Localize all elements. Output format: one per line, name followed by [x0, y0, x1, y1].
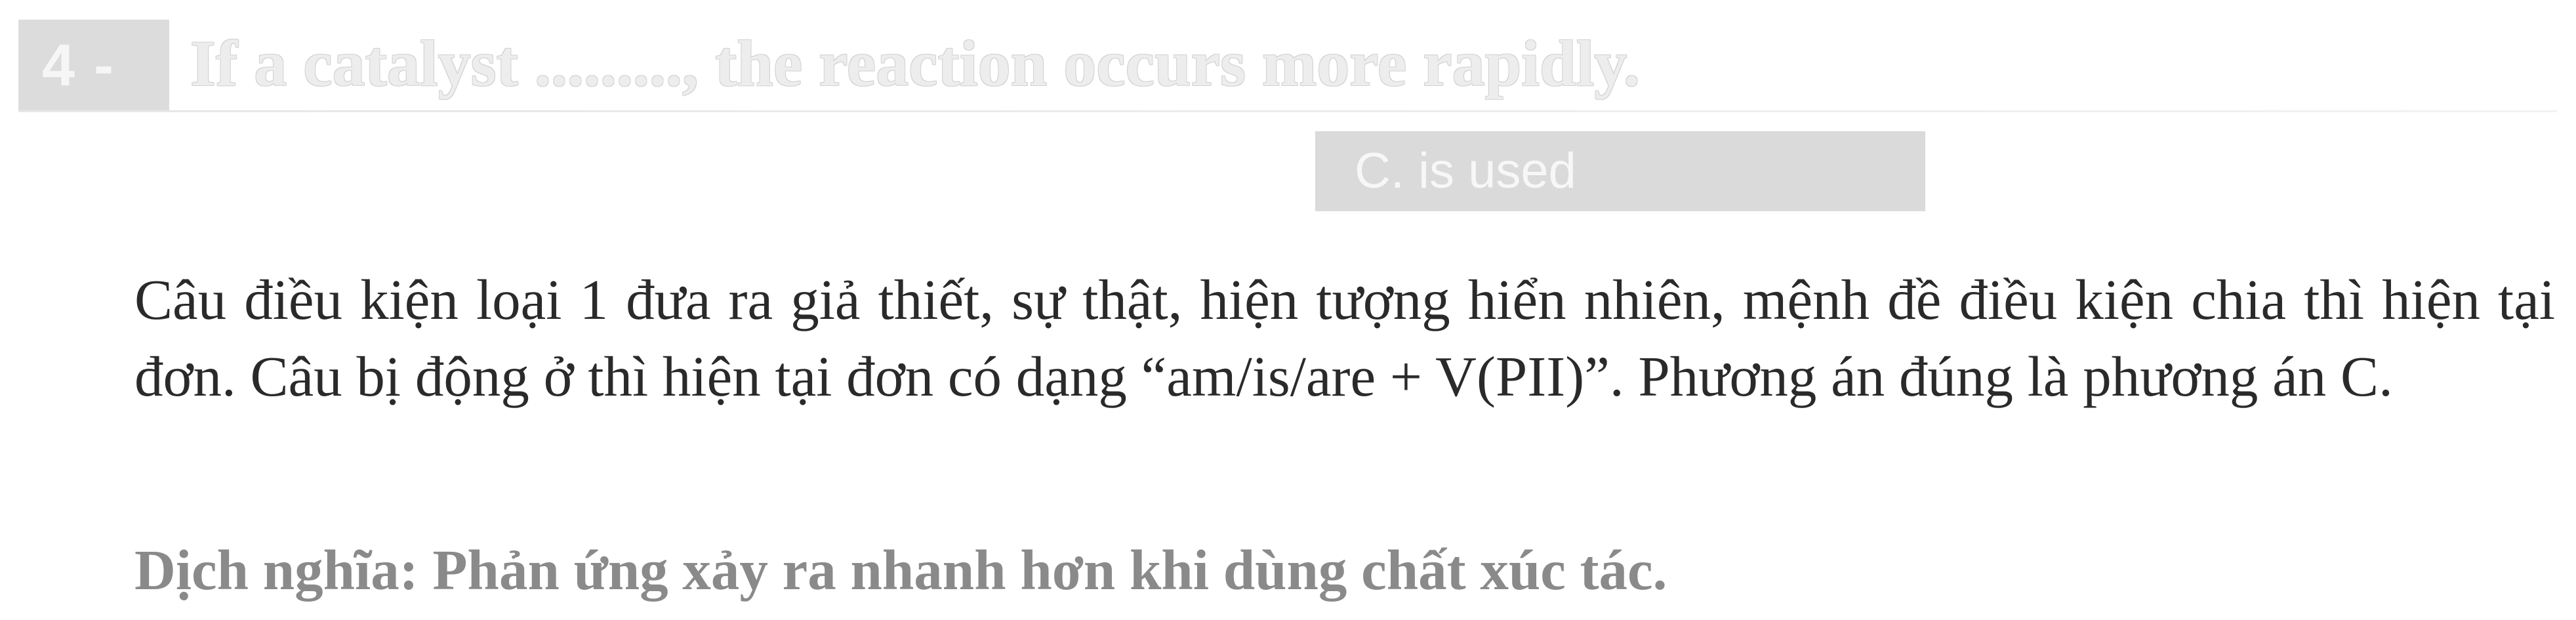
explanation-paragraph: Câu điều kiện loại 1 đưa ra giả thiết, sự thật, hiện tượng hiển nhiên, mệnh đề điều kiện chia thì hiện tại đơn. Câu bị động ở thì hiện tại đơn có dạng “am/is/are + V(PII)”. Phương án đúng là phương án C.	[134, 268, 2555, 408]
correct-answer-chip	[1315, 131, 1925, 211]
question-row	[18, 14, 2557, 113]
question-divider	[18, 110, 2557, 112]
question-number: 4 -	[18, 20, 169, 112]
question-text: If a catalyst ........., the reaction occurs more rapidly.	[190, 27, 1640, 100]
correct-answer-label: C. is used	[1355, 143, 1576, 199]
translation-line: Dịch nghĩa: Phản ứng xảy ra nhanh hơn khi dùng chất xúc tác.	[134, 538, 1667, 602]
